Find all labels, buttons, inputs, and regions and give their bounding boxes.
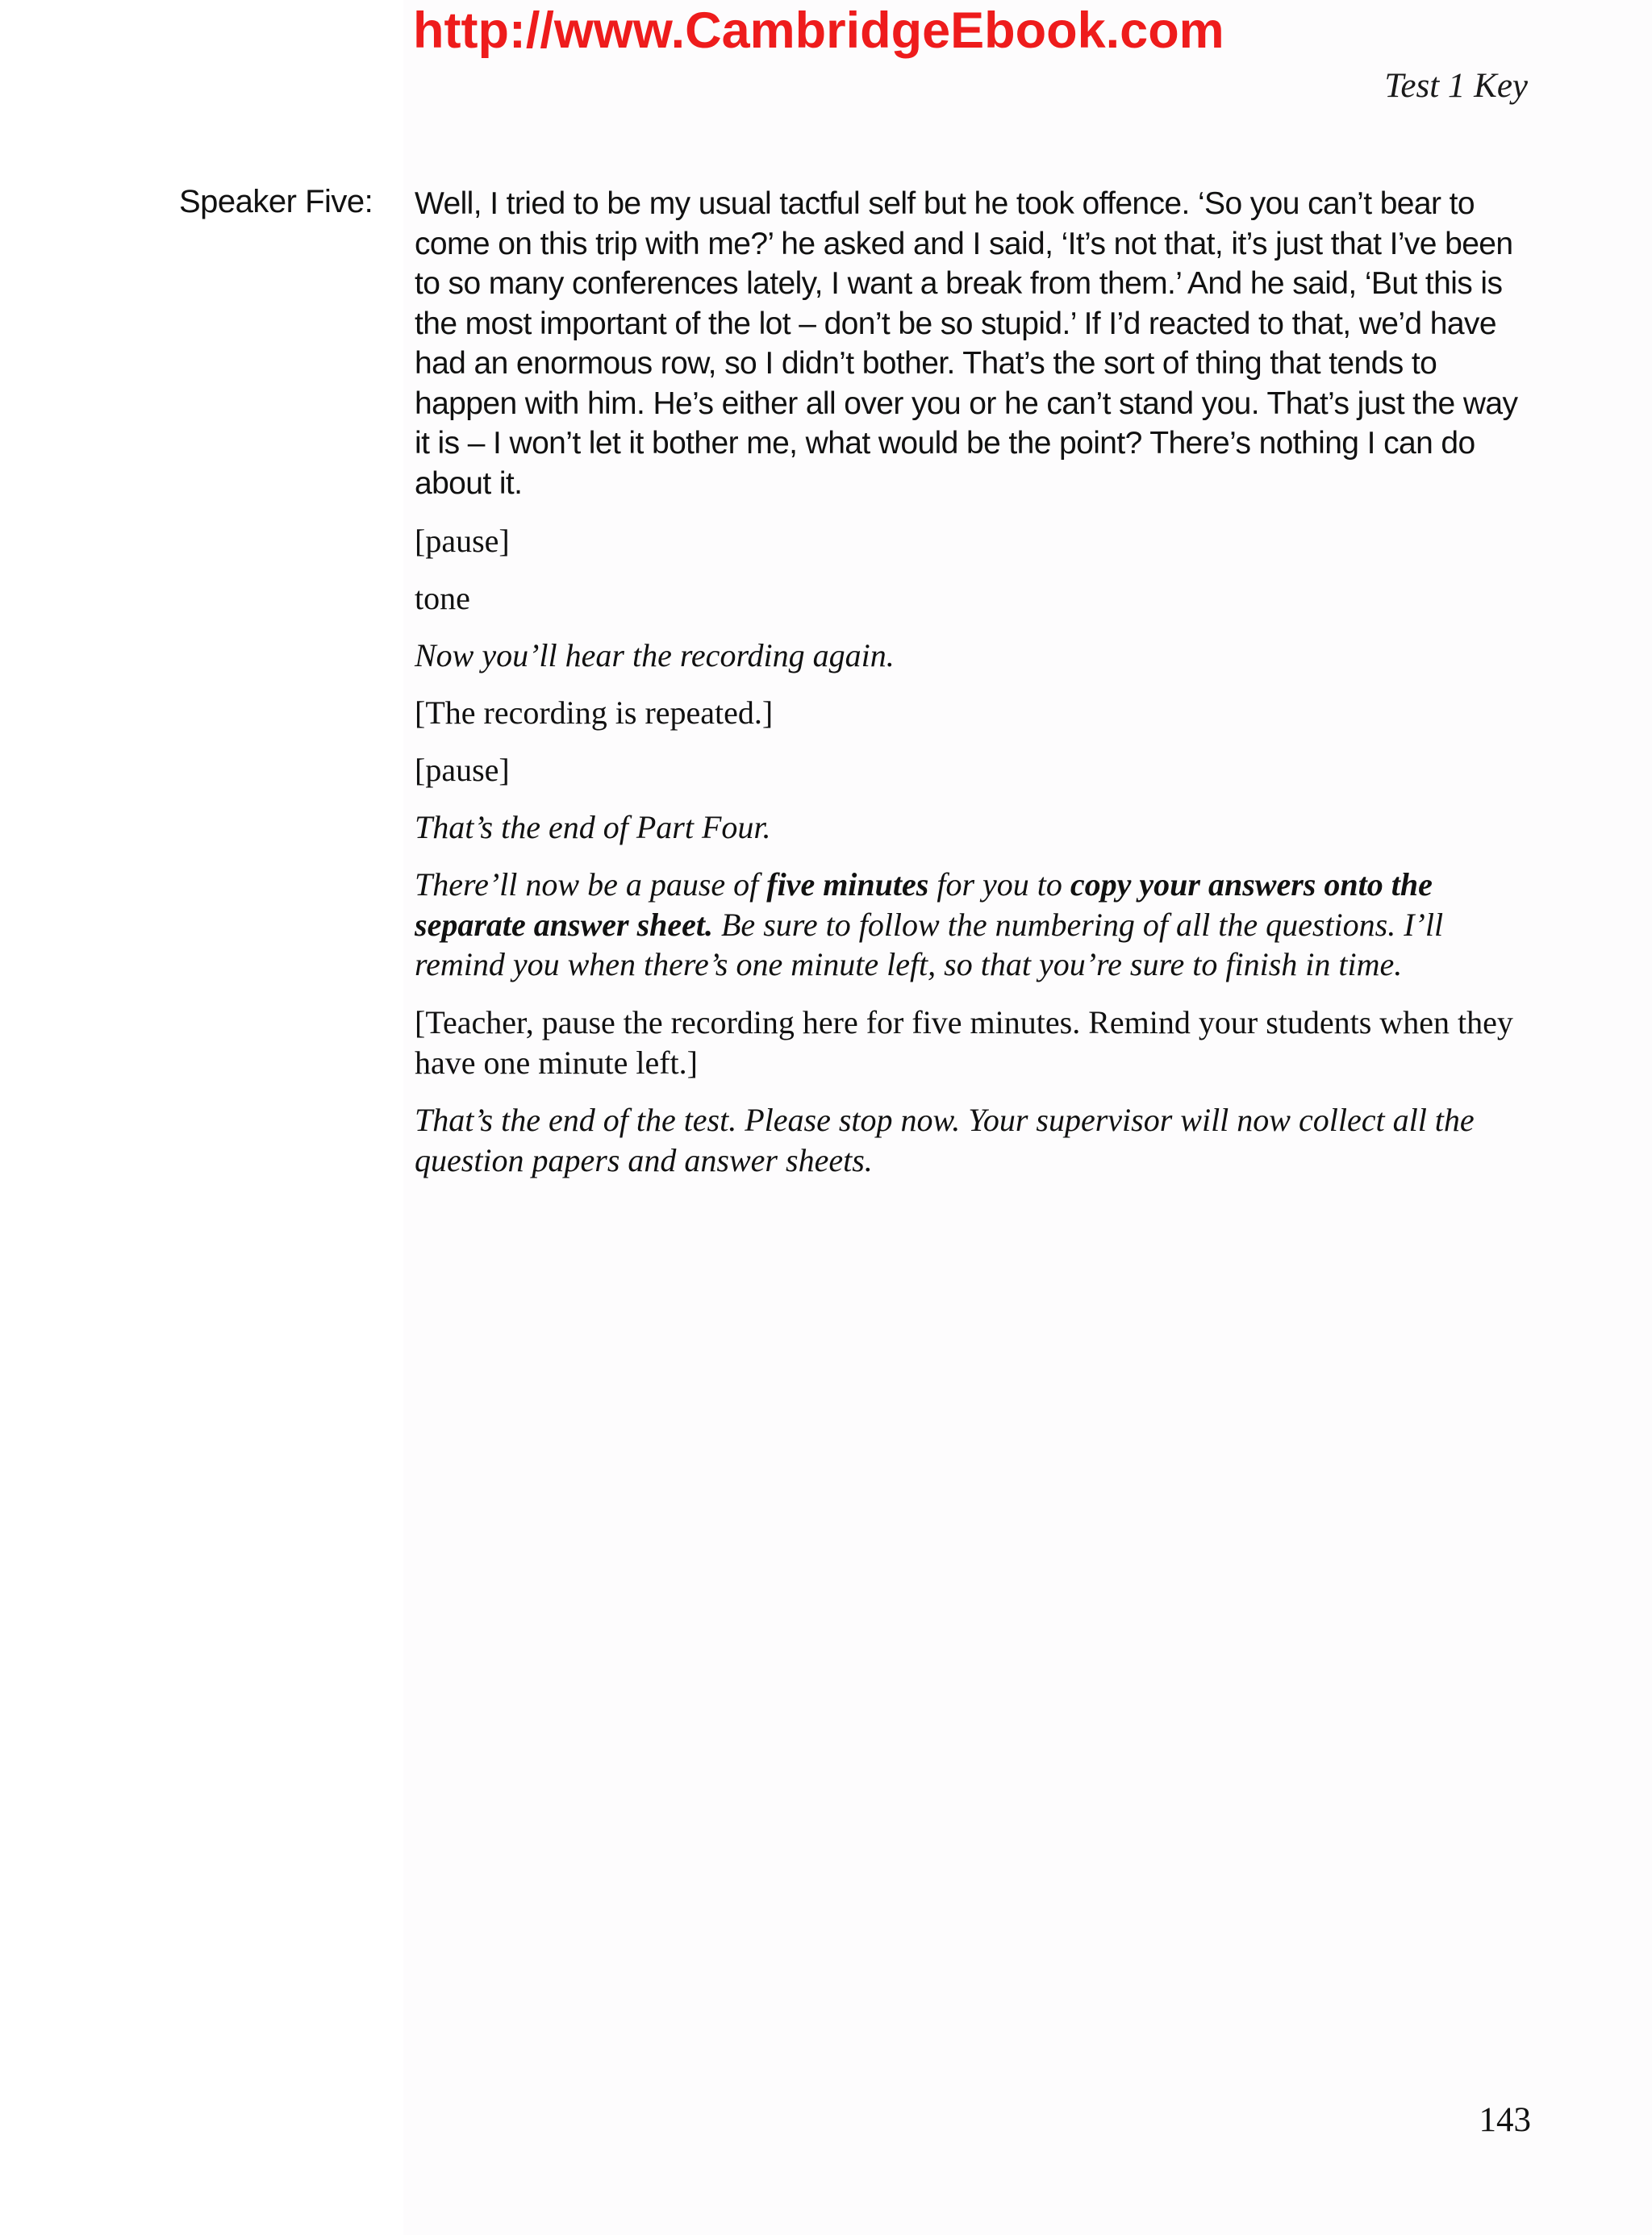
transfer-text: There’ll now be a pause of bbox=[415, 866, 767, 903]
speaker-label: Speaker Five: bbox=[179, 184, 373, 219]
running-head: Test 1 Key bbox=[1384, 67, 1528, 105]
pause-direction: [pause] bbox=[415, 523, 510, 559]
pause-direction: [pause] bbox=[415, 752, 510, 788]
transfer-emphasis: copy your answers onto the separate answer sheet. bbox=[415, 866, 1433, 943]
tone-direction: tone bbox=[415, 580, 470, 616]
end-part-four: That’s the end of Part Four. bbox=[415, 809, 771, 845]
page-number: 143 bbox=[1479, 2101, 1531, 2139]
hear-again-instruction: Now you’ll hear the recording again. bbox=[415, 637, 895, 673]
transfer-text: for you to bbox=[928, 866, 1070, 903]
end-of-test-instruction: That’s the end of the test. Please stop now. Your supervisor will now collect all the question papers and answer sheets. bbox=[415, 1102, 1475, 1178]
repeated-direction: [The recording is repeated.] bbox=[415, 694, 774, 731]
page-margin bbox=[0, 0, 403, 2235]
watermark-url: http://www.CambridgeEbook.com bbox=[413, 2, 1224, 59]
transfer-text: Be sure to follow the numbering of all the questions. I’ll remind you when there’s one minute left, so that you’re sure to finish in time. bbox=[415, 906, 1444, 982]
speaker-transcript: Well, I tried to be my usual tactful self but he took offence. ‘So you can’t bear to come on this trip with me?’ he asked and I said, ‘It’s not that, it’s just that I’ve been to so many conferences lately, I want a break from them.’ And he said, ‘But this is the most important of the lot – don’t be so stupid.’ If I’d reacted to that, we’d have had an enormous row, so I didn’t bother. That’s the sort of thing that tends to happen with him. He’s either all over you or he can’t stand you. That’s just the way it is – I won’t let it bother me, what would be the point? There’s nothing I can do about it. bbox=[415, 186, 1518, 501]
transfer-emphasis: five minutes bbox=[766, 866, 929, 903]
teacher-note: [Teacher, pause the recording here for five minutes. Remind your students when they have one minute left.] bbox=[415, 1004, 1513, 1081]
transfer-instruction bbox=[415, 865, 1528, 985]
